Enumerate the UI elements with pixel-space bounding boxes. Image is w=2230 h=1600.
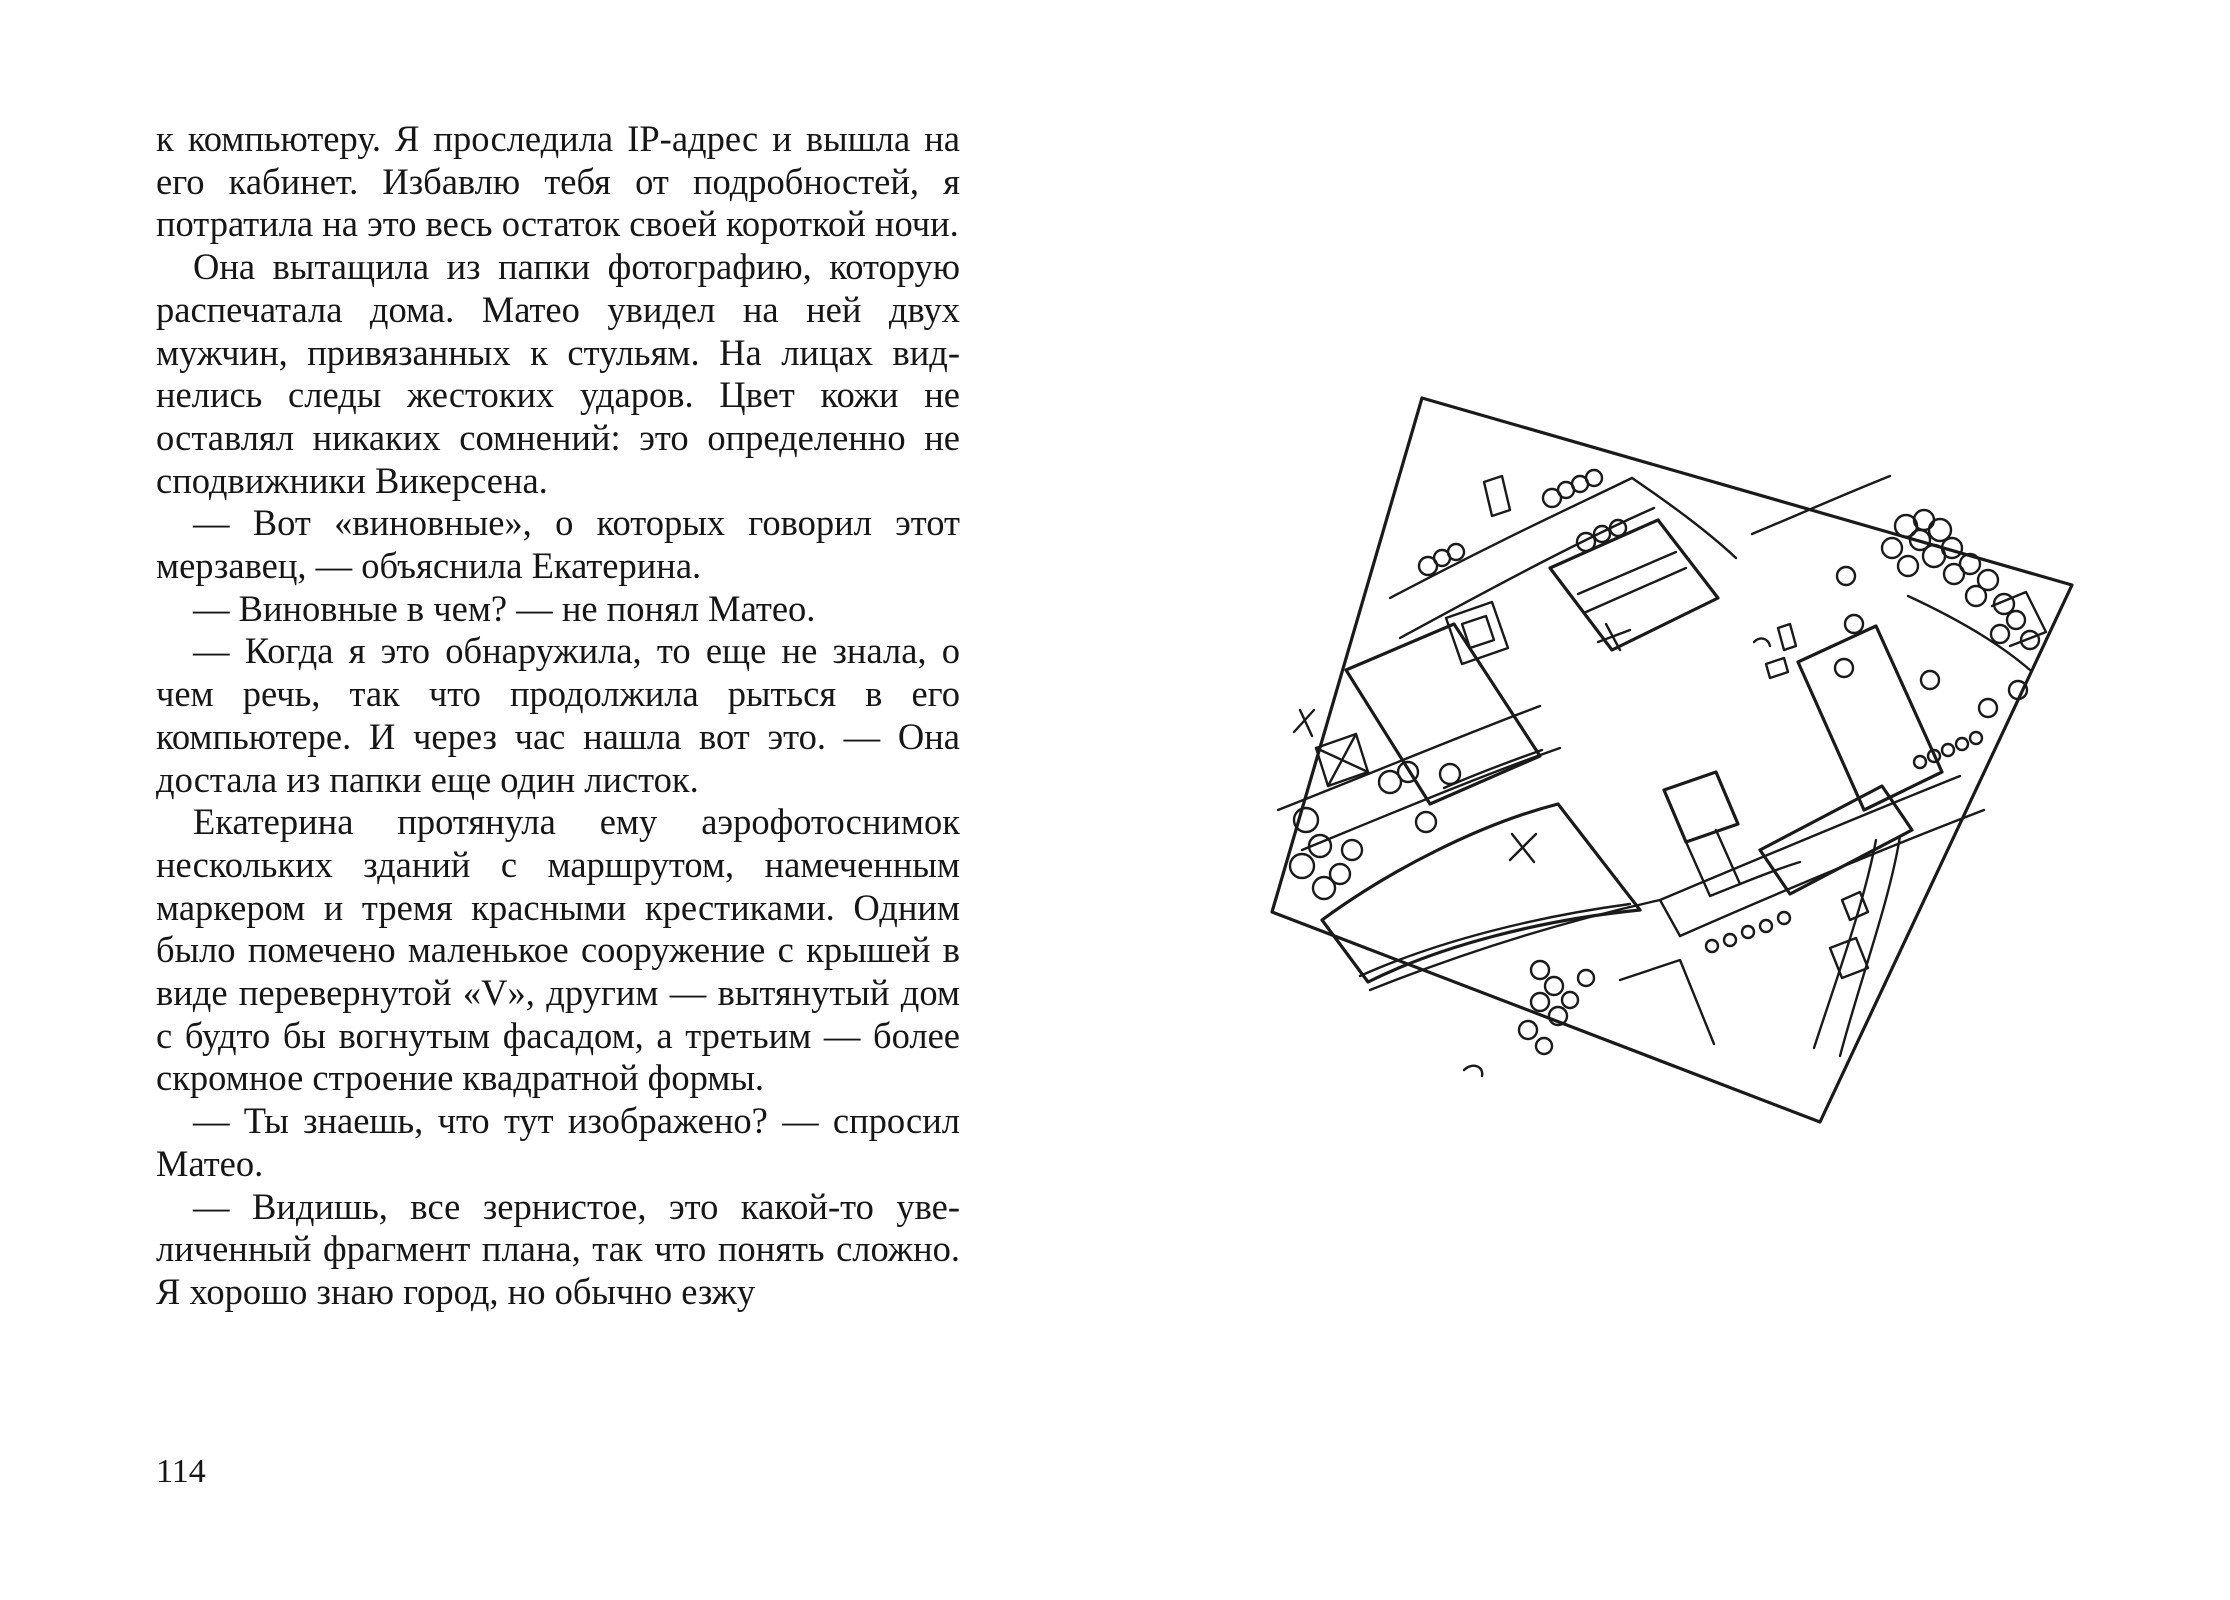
page-number: 114 <box>156 1453 206 1490</box>
paragraph-7: — Ты знаешь, что тут изображено? — спросил Матео. <box>156 1100 960 1184</box>
paragraph-6: Екатерина протянула ему аэрофотоснимок нескольких зданий с маршрутом, намеченным маркером и тремя красными крестиками. Одним было помечено маленькое сооружение с крышей в виде перевернутой «V», другим — вытянутый дом с будто бы вогнутым фасадом, а третьим — более скромное строение квадратной формы. <box>156 801 960 1099</box>
paragraph-3: — Вот «виновные», о которых говорил этот мерзавец, — объяснила Екатерина. <box>156 502 960 587</box>
paragraph-4: — Виновные в чем? — не понял Матео. <box>193 587 816 629</box>
paragraph-5: — Когда я это обнаружила, то еще не знала, о чем речь, так что продолжила рыться в его компьютере. И через час нашла вот это. — Она достала из папки еще один листок. <box>156 630 960 800</box>
text-column <box>156 118 960 1314</box>
paragraph-8: — Видишь, все зернистое, это какой-то увеличенный фрагмент плана, так что понять сложно. Я хорошо знаю город, но обычно езжу <box>156 1185 960 1312</box>
aerial-map-sketch <box>1240 380 2100 1140</box>
paragraph-2: Она вытащила из папки фотографию, которую распечатала дома. Матео увидел на ней двух мужчин, привязанных к стульям. На лицах виднелись следы жестоких ударов. Цвет кожи не оставлял никаких сомнений: это определенно не сподвижники Викерсена. <box>156 246 960 501</box>
map-sketch-icon <box>1240 380 2100 1140</box>
paragraph-1: к компьютеру. Я проследила IP-адрес и вышла на его кабинет. Избавлю тебя от подробностей, я потратила на это весь остаток своей короткой ночи. <box>156 118 960 245</box>
